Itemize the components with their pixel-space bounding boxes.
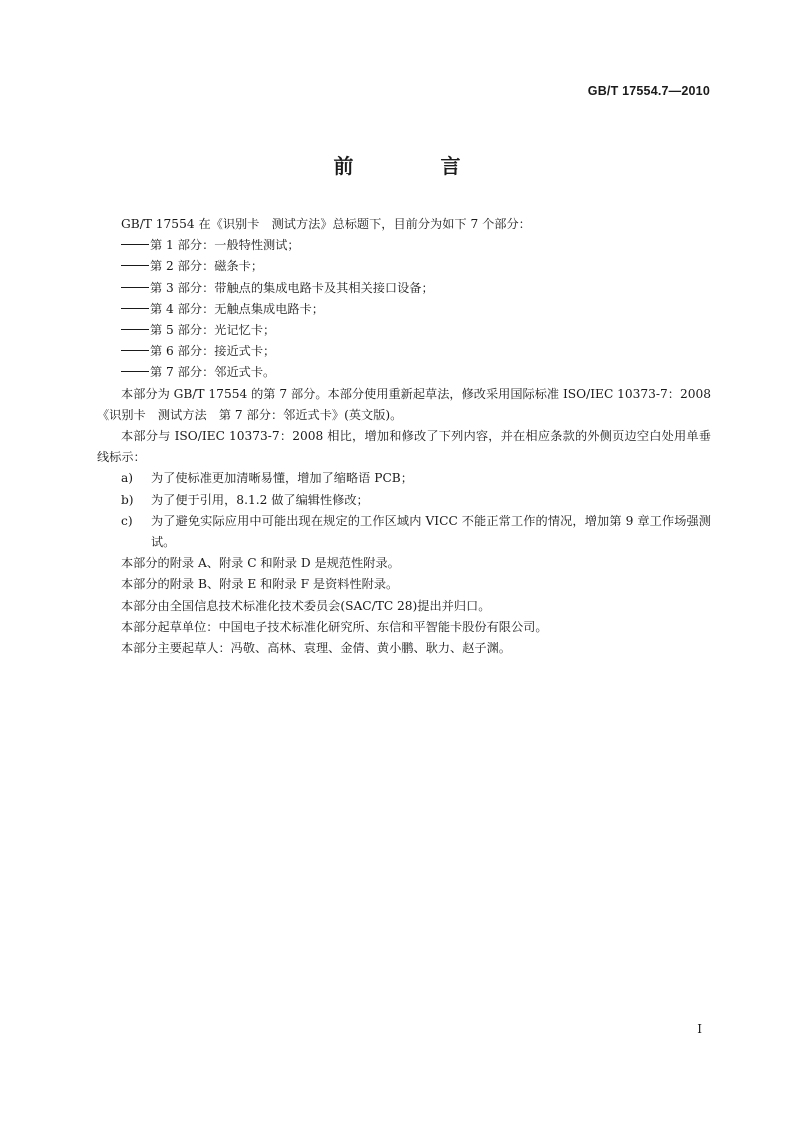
dash-icon (121, 371, 149, 372)
change-list-item (97, 490, 711, 511)
dash-icon (121, 265, 149, 266)
page-title: 前 言 (333, 154, 501, 178)
list-marker: a) (121, 471, 134, 486)
change-text: 为了便于引用，8.1.2 做了编辑性修改； (151, 492, 369, 507)
dash-icon (121, 308, 149, 309)
change-list-item (97, 511, 711, 553)
adoption-paragraph: 本部分为 GB/T 17554 的第 7 部分。本部分使用重新起草法，修改采用国际标准 ISO/IEC 10373-7：2008《识别卡 测试方法 第 7 部分：邻近式卡》(英文版)。 (97, 386, 711, 422)
part-label: 第 5 部分：光记忆卡； (150, 323, 276, 338)
dash-icon (121, 287, 149, 288)
part-list-item (97, 235, 711, 256)
dash-icon (121, 244, 149, 245)
change-text: 为了避免实际应用中可能出现在规定的工作区域内 VICC 不能正常工作的情况，增加第 9 章工作场强测试。 (151, 513, 711, 550)
part-list-item (97, 320, 711, 341)
list-marker: c) (121, 513, 133, 528)
informative-annex-paragraph: 本部分的附录 B、附录 E 和附录 F 是资料性附录。 (121, 577, 399, 592)
part-label: 第 2 部分：磁条卡； (150, 259, 264, 274)
part-list-item (97, 341, 711, 362)
page-number: I (697, 1022, 702, 1036)
drafting-units-paragraph: 本部分起草单位：中国电子技术标准化研究所、东信和平智能卡股份有限公司。 (121, 619, 548, 634)
standard-code: GB/T 17554.7—2010 (587, 84, 710, 98)
proposed-by-paragraph: 本部分由全国信息技术标准化技术委员会(SAC/TC 28)提出并归口。 (121, 598, 491, 613)
part-list-item (97, 362, 711, 383)
dash-icon (121, 350, 149, 351)
part-list-item (97, 278, 711, 299)
dash-icon (121, 329, 149, 330)
part-list-item (97, 256, 711, 277)
part-label: 第 7 部分：邻近式卡。 (150, 365, 276, 380)
normative-annex-paragraph: 本部分的附录 A、附录 C 和附录 D 是规范性附录。 (121, 556, 400, 571)
part-list-item (97, 299, 711, 320)
changes-paragraph: 本部分与 ISO/IEC 10373-7：2008 相比，增加和修改了下列内容，并在相应条款的外侧页边空白处用单垂线标示： (97, 429, 711, 465)
drafters-paragraph: 本部分主要起草人：冯敬、高林、袁理、金倩、黄小鹏、耿力、赵子渊。 (121, 641, 511, 656)
change-text: 为了使标准更加清晰易懂，增加了缩略语 PCB； (151, 471, 413, 486)
list-marker: b) (121, 492, 134, 507)
part-label: 第 1 部分：一般特性测试； (150, 238, 300, 253)
part-label: 第 4 部分：无触点集成电路卡； (150, 301, 324, 316)
part-label: 第 6 部分：接近式卡； (150, 344, 276, 359)
change-list-item (97, 468, 711, 489)
foreword-body (97, 214, 711, 659)
intro-paragraph: GB/T 17554 在《识别卡 测试方法》总标题下，目前分为如下 7 个部分： (121, 217, 531, 231)
part-label: 第 3 部分：带触点的集成电路卡及其相关接口设备； (150, 280, 434, 295)
